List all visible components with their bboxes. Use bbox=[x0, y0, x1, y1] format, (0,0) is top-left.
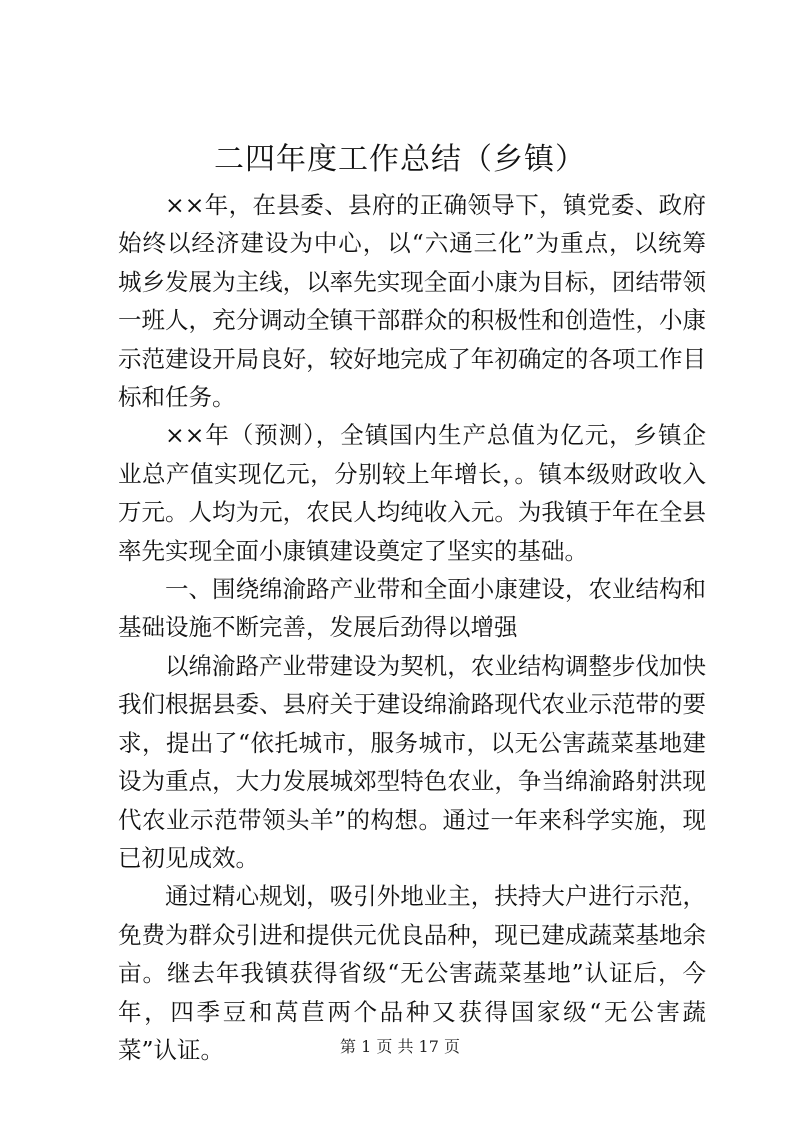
document-title: 二四年度工作总结（乡镇） bbox=[214, 142, 586, 177]
paragraph-intro: ××年，在县委、县府的正确领导下，镇党委、政府始终以经济建设为中心，以“六通三化”为重点，以统筹城乡发展为主线，以率先实现全面小康为目标，团结带领一班人，充分调动全镇干部群众的积极性和创造性，小康示范建设开局良好，较好地完成了年初确定的各项工作目标和任务。 bbox=[118, 191, 706, 412]
document-body bbox=[118, 186, 706, 1069]
page-number: 第 1 页 共 17 页 bbox=[340, 1037, 460, 1056]
paragraph-industry-belt: 以绵渝路产业带建设为契机，农业结构调整步伐加快我们根据县委、县府关于建设绵渝路现代农业示范带的要求，提出了“依托城市，服务城市，以无公害蔬菜基地建设为重点，大力发展城郊型特色农业，争当绵渝路射洪现代农业示范带领头羊”的构想。通过一年来科学实施，现已初见成效。 bbox=[118, 651, 706, 872]
paragraph-vegetable-base: 通过精心规划，吸引外地业主，扶持大户进行示范，免费为群众引进和提供元优良品种，现已建成蔬菜基地余亩。继去年我镇获得省级“无公害蔬菜基地”认证后，今年，四季豆和莴苣两个品种又获得国家级“无公害蔬菜”认证。 bbox=[118, 882, 706, 1064]
section-heading-1: 一、围绕绵渝路产业带和全面小康建设，农业结构和基础设施不断完善，发展后劲得以增强 bbox=[118, 575, 706, 642]
paragraph-forecast: ××年（预测），全镇国内生产总值为亿元，乡镇企业总产值实现亿元，分别较上年增长，。镇本级财政收入万元。人均为元，农民人均纯收入元。为我镇于年在全县率先实现全面小康镇建设奠定了坚实的基础。 bbox=[118, 421, 706, 565]
